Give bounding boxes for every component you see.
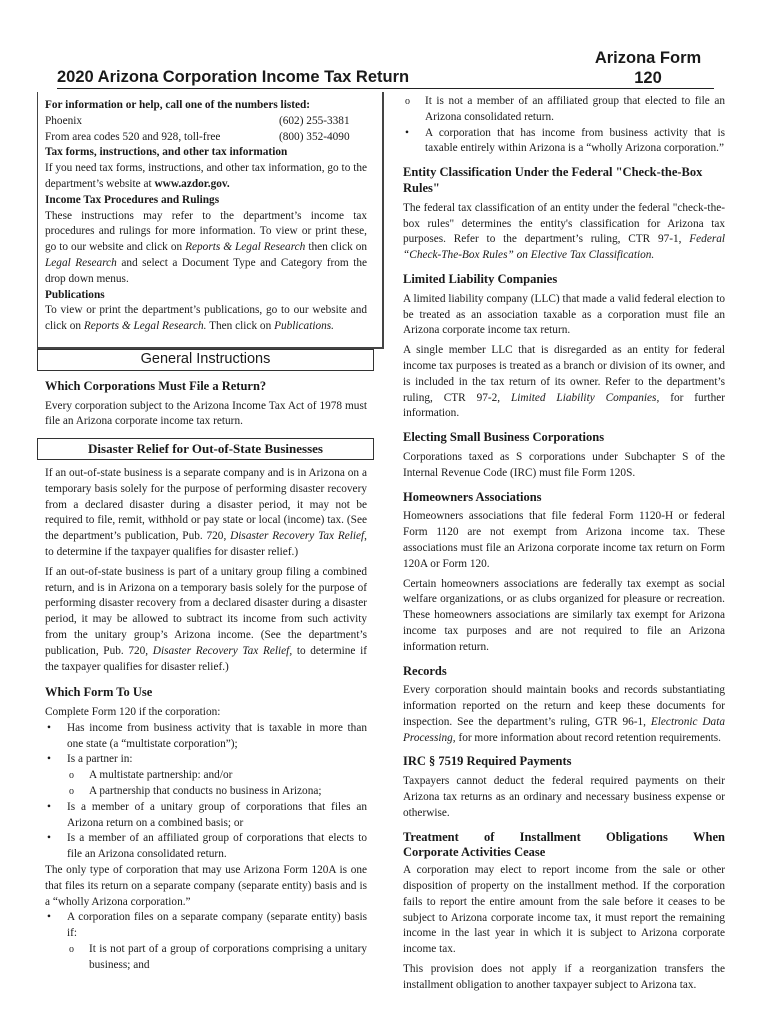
area-code-label: From area codes 520 and 928, toll-free xyxy=(45,130,221,143)
which-form-list xyxy=(45,721,367,768)
publications-heading: Publications xyxy=(45,288,105,301)
list-item: o A multistate partnership: and/or xyxy=(67,768,367,784)
hoa-heading: Homeowners Associations xyxy=(403,489,542,504)
installment-paragraph-2: This provision does not apply if a reorganization transfers the installment obligation to another taxpayer subject to Arizona tax. xyxy=(403,963,725,991)
phoenix-number: (602) 255-3381 xyxy=(279,114,350,127)
records-heading: Records xyxy=(403,663,447,678)
list-item: • Is a member of an affiliated group of corporations that elects to file an Arizona consolidated return. xyxy=(45,831,367,863)
entity-heading: Entity Classification Under the Federal "Check-the-Box Rules" xyxy=(403,165,703,195)
website-link[interactable]: www.azdor.gov. xyxy=(154,177,230,190)
llc-paragraph-1: A limited liability company (LLC) that made a valid federal election to be treated as an association taxable as a corporation must file an Arizona corporate income tax return. xyxy=(403,292,725,337)
irc-heading: IRC § 7519 Required Payments xyxy=(403,754,572,769)
hoa-paragraph-2: Certain homeowners associations are federally tax exempt as social welfare organizations, or as clubs organized for pleasure or recreation. These homeowners associations are similarly tax exempt for Arizona income tax purposes and are not required to file an Arizona information return. xyxy=(403,577,725,653)
right-column xyxy=(403,94,725,994)
form-number-line2: 120 xyxy=(634,69,662,87)
list-item: • A corporation files on a separate company (separate entity) basis if: xyxy=(45,910,367,942)
which-file-text: Every corporation subject to the Arizona Income Tax Act of 1978 must file an Arizona corporate income tax return. xyxy=(45,399,367,428)
which-form-list-cont xyxy=(45,800,367,863)
which-form-heading: Which Form To Use xyxy=(45,685,153,700)
help-heading: For information or help, call one of the numbers listed: xyxy=(45,99,311,111)
procedures-heading: Income Tax Procedures and Rulings xyxy=(45,193,220,206)
llc-heading: Limited Liability Companies xyxy=(403,271,558,286)
form-number-line1: Arizona Form xyxy=(594,49,702,67)
reports-legal-link[interactable]: Reports & Legal Research xyxy=(185,241,306,254)
llc-paragraph-2: A single member LLC that is disregarded as an entity for federal income tax purposes is treated as a branch or division of its owner, and is included in the tax return of its owner. Refer to the department’s ruling, CTR 97-2, Limited Liability Companies, for further information. xyxy=(403,344,725,420)
list-item: • A corporation that has income from business activity that is taxable entirely within Arizona is a “wholly Arizona corporation.” xyxy=(403,126,725,158)
disaster-relief-heading: Disaster Relief for Out-of-State Businesses xyxy=(37,438,374,460)
area-code-number: (800) 352-4090 xyxy=(279,130,350,143)
small-business-heading: Electing Small Business Corporations xyxy=(403,430,605,445)
disaster-paragraph-1: If an out-of-state business is a separate company and is in Arizona on a temporary basis solely for the purpose of performing disaster recovery from a declared disaster during a disaster period, it may not be required to file, remit, withhold or pay state or local (income) tax. (See the department’s publication, Pub. 720, Disaster Recovery Tax Relief, to determine if the taxpayer qualifies for disaster relief.) xyxy=(45,466,367,558)
procedures-text: These instructions may refer to the department’s income tax procedures and rulings for more information. To view or print these, go to our website and click on Reports & Legal Research then click on Legal Research and select a Document Type and Category from the drop down menus. xyxy=(45,209,367,285)
header-rule xyxy=(57,88,714,89)
list-item: o It is not part of a group of corporations comprising a unitary business; and xyxy=(67,942,367,974)
separate-basis-sublist xyxy=(45,942,367,974)
legal-research-link[interactable]: Legal Research xyxy=(45,256,117,269)
form-number xyxy=(583,48,713,88)
area-code-row xyxy=(45,130,367,146)
phoenix-row xyxy=(45,114,367,130)
records-text: Every corporation should maintain books and records substantiating information reported on the return and keep these documents for inspection. See the department’s ruling, GTR 96-1, Electronic Data Processing, for more information about record retention requirements. xyxy=(403,684,725,744)
which-form-intro: Complete Form 120 if the corporation: xyxy=(45,706,221,719)
phoenix-label: Phoenix xyxy=(45,114,83,127)
tax-forms-text: If you need tax forms, instructions, and other tax information, go to the department’s website at www.azdor.gov. xyxy=(45,162,367,190)
publications-link[interactable]: Publications. xyxy=(274,320,334,333)
list-item: o It is not a member of an affiliated group that elected to file an Arizona consolidated return. xyxy=(403,94,725,126)
which-file-heading: Which Corporations Must File a Return? xyxy=(45,378,267,393)
list-item: • Is a member of a unitary group of corporations that files an Arizona return on a combined basis; or xyxy=(45,800,367,832)
info-box-left-rule xyxy=(37,92,38,347)
left-column xyxy=(45,98,367,974)
wholly-arizona-list xyxy=(403,126,725,158)
separate-basis-list xyxy=(45,910,367,942)
disaster-paragraph-2: If an out-of-state business is part of a unitary group filing a combined return, and is in Arizona on a temporary basis solely for the purpose of performing disaster recovery from a declared disaster during a disaster period, it may be allowed to subtract its income from such activity from the unitary group’s Arizona income. (See the department’s publication, Pub. 720, Disaster Recovery Tax Relief, to determine if the taxpayer qualifies for disaster relief.) xyxy=(45,565,367,673)
entity-text: The federal tax classification of an entity under the federal "check-the-box rules" determines the entity's classification for Arizona tax purposes. Refer to the department’s ruling, CTR 97-1, Federal “Check-The-Box Rules” on Elective Tax Classification. xyxy=(403,201,726,262)
form-title: 2020 Arizona Corporation Income Tax Return xyxy=(57,68,410,86)
info-box-right-rule xyxy=(382,92,384,347)
installment-paragraph-1: A corporation may elect to report income from the sale or other disposition of property on the installment method. If the corporation fails to report the entire amount from the sale before it ceases to be subject to Arizona corporate income tax, it must report the remaining income in the last year in which it is subject to Arizona corporate income tax. xyxy=(403,864,725,956)
tax-forms-heading: Tax forms, instructions, and other tax information xyxy=(45,146,288,159)
list-item: • Is a partner in: xyxy=(45,752,367,768)
general-instructions-heading: General Instructions xyxy=(37,349,374,371)
separate-basis-sublist-cont xyxy=(403,94,725,126)
publications-text: To view or print the department’s publications, go to our website and click on Reports & Legal Research. Then click on Publications. xyxy=(45,304,367,333)
irc-text: Taxpayers cannot deduct the federal required payments on their Arizona tax returns as an ordinary and necessary business expense or otherwise. xyxy=(403,775,725,819)
list-item: • Has income from business activity that is taxable in more than one state (a “multistate corporation”); xyxy=(45,721,367,753)
list-item: o A partnership that conducts no business in Arizona; xyxy=(67,784,367,800)
only-type-text: The only type of corporation that may use Arizona Form 120A is one that files its return on a separate company (separate entity) basis and is a “wholly Arizona corporation.” xyxy=(45,864,367,908)
installment-heading: Treatment of Installment Obligations When Corporate Activities Cease xyxy=(403,829,725,860)
hoa-paragraph-1: Homeowners associations that file federal Form 1120-H or federal Form 1120 are not exempt from Arizona income tax. These associations must file an Arizona corporate income tax return on Form 120A or Form 120. xyxy=(403,510,725,570)
partner-sublist xyxy=(45,768,367,800)
small-business-text: Corporations taxed as S corporations under Subchapter S of the Internal Revenue Code (IRC) must file Form 120S. xyxy=(403,450,725,479)
publications-reports-link[interactable]: Reports & Legal Research. xyxy=(83,320,207,333)
